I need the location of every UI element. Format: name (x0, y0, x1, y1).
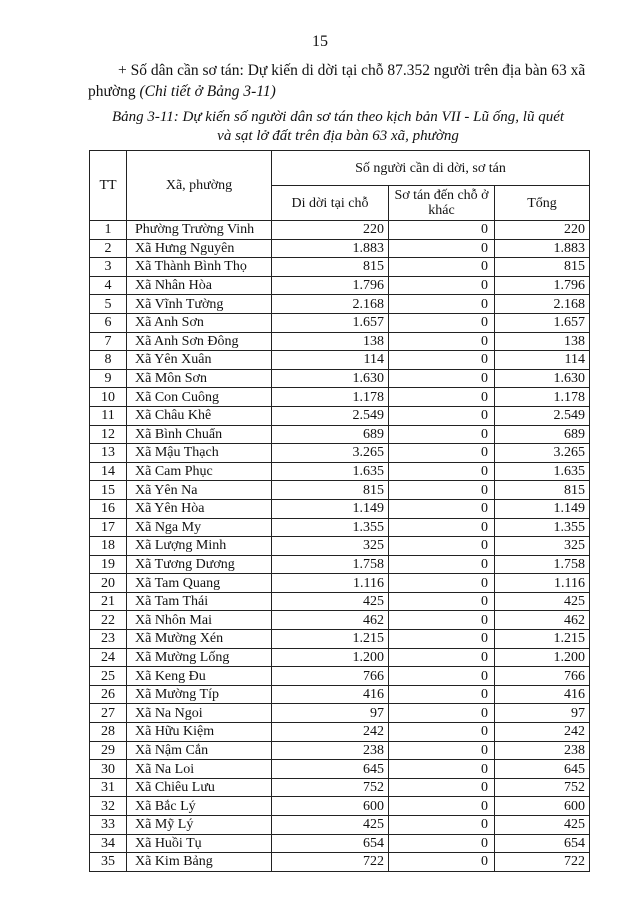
header-elsewhere: Sơ tán đến chỗ ở khác (389, 186, 495, 221)
cell-elsewhere: 0 (389, 276, 495, 295)
cell-onsite: 97 (272, 704, 389, 723)
cell-tt: 29 (90, 741, 127, 760)
cell-name: Xã Mậu Thạch (127, 444, 272, 463)
evacuation-table (89, 150, 590, 872)
cell-name: Xã Nga My (127, 518, 272, 537)
cell-name: Xã Na Ngoi (127, 704, 272, 723)
cell-onsite: 600 (272, 797, 389, 816)
cell-name: Xã Chiêu Lưu (127, 778, 272, 797)
table-row (90, 258, 590, 277)
cell-elsewhere: 0 (389, 462, 495, 481)
table-row (90, 816, 590, 835)
cell-total: 1.200 (495, 648, 590, 667)
cell-onsite: 645 (272, 760, 389, 779)
cell-tt: 30 (90, 760, 127, 779)
cell-elsewhere: 0 (389, 834, 495, 853)
cell-tt: 5 (90, 295, 127, 314)
cell-name: Xã Mường Xén (127, 630, 272, 649)
cell-tt: 22 (90, 611, 127, 630)
cell-tt: 25 (90, 667, 127, 686)
table-row (90, 574, 590, 593)
cell-total: 1.758 (495, 555, 590, 574)
cell-tt: 4 (90, 276, 127, 295)
cell-tt: 33 (90, 816, 127, 835)
cell-tt: 18 (90, 537, 127, 556)
cell-tt: 6 (90, 313, 127, 332)
cell-name: Xã Keng Đu (127, 667, 272, 686)
cell-total: 97 (495, 704, 590, 723)
table-row (90, 630, 590, 649)
table-row (90, 704, 590, 723)
cell-total: 1.796 (495, 276, 590, 295)
cell-name: Xã Hữu Kiệm (127, 723, 272, 742)
paragraph-line-2 (88, 81, 588, 102)
cell-tt: 14 (90, 462, 127, 481)
cell-name: Xã Tam Thái (127, 592, 272, 611)
cell-total: 1.149 (495, 499, 590, 518)
cell-elsewhere: 0 (389, 760, 495, 779)
cell-elsewhere: 0 (389, 313, 495, 332)
cell-onsite: 462 (272, 611, 389, 630)
cell-name: Xã Bình Chuẩn (127, 425, 272, 444)
cell-tt: 32 (90, 797, 127, 816)
table-row (90, 592, 590, 611)
cell-total: 425 (495, 592, 590, 611)
cell-total: 752 (495, 778, 590, 797)
cell-name: Xã Thành Bình Thọ (127, 258, 272, 277)
cell-onsite: 325 (272, 537, 389, 556)
table-row (90, 834, 590, 853)
cell-tt: 34 (90, 834, 127, 853)
cell-elsewhere: 0 (389, 406, 495, 425)
table-row (90, 388, 590, 407)
cell-name: Xã Tương Dương (127, 555, 272, 574)
cell-onsite: 722 (272, 853, 389, 872)
header-tt: TT (90, 151, 127, 221)
cell-name: Xã Hưng Nguyên (127, 239, 272, 258)
cell-elsewhere: 0 (389, 258, 495, 277)
cell-tt: 27 (90, 704, 127, 723)
cell-elsewhere: 0 (389, 741, 495, 760)
cell-total: 114 (495, 351, 590, 370)
cell-total: 220 (495, 221, 590, 240)
cell-onsite: 416 (272, 685, 389, 704)
cell-total: 689 (495, 425, 590, 444)
cell-elsewhere: 0 (389, 555, 495, 574)
cell-tt: 26 (90, 685, 127, 704)
table-row (90, 425, 590, 444)
cell-elsewhere: 0 (389, 369, 495, 388)
cell-tt: 28 (90, 723, 127, 742)
cell-onsite: 1.149 (272, 499, 389, 518)
cell-total: 1.630 (495, 369, 590, 388)
cell-onsite: 425 (272, 816, 389, 835)
header-onsite: Di dời tại chỗ (272, 186, 389, 221)
cell-name: Xã Bắc Lý (127, 797, 272, 816)
cell-total: 3.265 (495, 444, 590, 463)
table-row (90, 760, 590, 779)
cell-name: Xã Yên Hòa (127, 499, 272, 518)
cell-onsite: 242 (272, 723, 389, 742)
cell-elsewhere: 0 (389, 388, 495, 407)
cell-total: 722 (495, 853, 590, 872)
cell-onsite: 1.200 (272, 648, 389, 667)
paragraph-line-1: + Số dân cần sơ tán: Dự kiến di dời tại chỗ 87.352 người trên địa bàn 63 xã (118, 62, 586, 79)
cell-total: 1.116 (495, 574, 590, 593)
cell-total: 242 (495, 723, 590, 742)
table-row (90, 351, 590, 370)
table-reference: (Chi tiết ở Bảng 3-11) (139, 83, 276, 100)
cell-tt: 15 (90, 481, 127, 500)
cell-onsite: 1.178 (272, 388, 389, 407)
cell-name: Xã Mỹ Lý (127, 816, 272, 835)
table-row (90, 332, 590, 351)
cell-name: Xã Anh Sơn Đông (127, 332, 272, 351)
cell-total: 425 (495, 816, 590, 835)
cell-tt: 35 (90, 853, 127, 872)
cell-name: Xã Nhân Hòa (127, 276, 272, 295)
cell-onsite: 752 (272, 778, 389, 797)
cell-onsite: 654 (272, 834, 389, 853)
cell-name: Xã Mường Lống (127, 648, 272, 667)
cell-total: 1.657 (495, 313, 590, 332)
cell-onsite: 1.630 (272, 369, 389, 388)
cell-total: 1.883 (495, 239, 590, 258)
cell-tt: 12 (90, 425, 127, 444)
cell-tt: 17 (90, 518, 127, 537)
cell-total: 645 (495, 760, 590, 779)
cell-total: 600 (495, 797, 590, 816)
cell-onsite: 1.883 (272, 239, 389, 258)
table-caption-line-2: và sạt lở đất trên địa bàn 63 xã, phường (217, 128, 459, 144)
cell-name: Xã Châu Khê (127, 406, 272, 425)
table-row (90, 221, 590, 240)
cell-tt: 16 (90, 499, 127, 518)
cell-total: 1.178 (495, 388, 590, 407)
cell-onsite: 1.635 (272, 462, 389, 481)
cell-name: Xã Mường Típ (127, 685, 272, 704)
cell-total: 138 (495, 332, 590, 351)
page-number: 15 (312, 33, 328, 50)
cell-name: Xã Anh Sơn (127, 313, 272, 332)
cell-elsewhere: 0 (389, 295, 495, 314)
table-row (90, 667, 590, 686)
table-row (90, 481, 590, 500)
cell-elsewhere: 0 (389, 853, 495, 872)
cell-tt: 11 (90, 406, 127, 425)
cell-onsite: 1.116 (272, 574, 389, 593)
table-row (90, 462, 590, 481)
cell-elsewhere: 0 (389, 518, 495, 537)
cell-name: Xã Na Loi (127, 760, 272, 779)
table-row (90, 369, 590, 388)
cell-elsewhere: 0 (389, 685, 495, 704)
cell-tt: 19 (90, 555, 127, 574)
cell-tt: 31 (90, 778, 127, 797)
table-row (90, 741, 590, 760)
cell-name: Xã Lượng Minh (127, 537, 272, 556)
cell-elsewhere: 0 (389, 816, 495, 835)
cell-tt: 13 (90, 444, 127, 463)
cell-elsewhere: 0 (389, 574, 495, 593)
cell-elsewhere: 0 (389, 778, 495, 797)
cell-elsewhere: 0 (389, 797, 495, 816)
cell-name: Xã Tam Quang (127, 574, 272, 593)
cell-total: 325 (495, 537, 590, 556)
cell-elsewhere: 0 (389, 611, 495, 630)
table-row (90, 313, 590, 332)
cell-tt: 3 (90, 258, 127, 277)
table-row (90, 537, 590, 556)
cell-onsite: 1.758 (272, 555, 389, 574)
cell-tt: 9 (90, 369, 127, 388)
table-caption-line-1: Bảng 3-11: Dự kiến số người dân sơ tán theo kịch bản VII - Lũ ống, lũ quét (111, 109, 565, 125)
cell-tt: 20 (90, 574, 127, 593)
cell-onsite: 114 (272, 351, 389, 370)
cell-elsewhere: 0 (389, 723, 495, 742)
cell-elsewhere: 0 (389, 537, 495, 556)
cell-tt: 23 (90, 630, 127, 649)
cell-total: 462 (495, 611, 590, 630)
cell-onsite: 220 (272, 221, 389, 240)
cell-total: 1.635 (495, 462, 590, 481)
cell-onsite: 2.168 (272, 295, 389, 314)
cell-onsite: 1.657 (272, 313, 389, 332)
header-group: Số người cần di dời, sơ tán (272, 151, 590, 186)
cell-total: 815 (495, 258, 590, 277)
table-row (90, 239, 590, 258)
cell-name: Xã Nậm Cắn (127, 741, 272, 760)
table-row (90, 406, 590, 425)
cell-elsewhere: 0 (389, 592, 495, 611)
cell-onsite: 689 (272, 425, 389, 444)
cell-elsewhere: 0 (389, 444, 495, 463)
cell-total: 1.215 (495, 630, 590, 649)
cell-onsite: 238 (272, 741, 389, 760)
cell-tt: 8 (90, 351, 127, 370)
cell-tt: 10 (90, 388, 127, 407)
cell-elsewhere: 0 (389, 667, 495, 686)
cell-elsewhere: 0 (389, 704, 495, 723)
table-row (90, 444, 590, 463)
cell-tt: 24 (90, 648, 127, 667)
cell-elsewhere: 0 (389, 630, 495, 649)
cell-elsewhere: 0 (389, 481, 495, 500)
cell-name: Xã Kim Bảng (127, 853, 272, 872)
cell-elsewhere: 0 (389, 425, 495, 444)
cell-onsite: 138 (272, 332, 389, 351)
cell-elsewhere: 0 (389, 332, 495, 351)
table-row (90, 276, 590, 295)
cell-tt: 7 (90, 332, 127, 351)
table-body (90, 221, 590, 872)
header-total: Tổng (495, 186, 590, 221)
cell-name: Phường Trường Vinh (127, 221, 272, 240)
cell-name: Xã Yên Xuân (127, 351, 272, 370)
table-row (90, 685, 590, 704)
table-row (90, 611, 590, 630)
table-row (90, 295, 590, 314)
cell-name: Xã Huồi Tụ (127, 834, 272, 853)
cell-total: 1.355 (495, 518, 590, 537)
cell-onsite: 815 (272, 481, 389, 500)
header-name: Xã, phường (127, 151, 272, 221)
cell-onsite: 1.215 (272, 630, 389, 649)
cell-total: 416 (495, 685, 590, 704)
cell-name: Xã Con Cuông (127, 388, 272, 407)
cell-elsewhere: 0 (389, 648, 495, 667)
cell-onsite: 425 (272, 592, 389, 611)
table-row (90, 499, 590, 518)
cell-elsewhere: 0 (389, 499, 495, 518)
table-row (90, 555, 590, 574)
paragraph-line-2-text: phường (88, 83, 140, 100)
cell-total: 238 (495, 741, 590, 760)
cell-total: 815 (495, 481, 590, 500)
table-row (90, 778, 590, 797)
cell-onsite: 3.265 (272, 444, 389, 463)
cell-onsite: 766 (272, 667, 389, 686)
cell-name: Xã Cam Phục (127, 462, 272, 481)
cell-total: 2.168 (495, 295, 590, 314)
table-row (90, 518, 590, 537)
cell-elsewhere: 0 (389, 221, 495, 240)
cell-tt: 2 (90, 239, 127, 258)
cell-name: Xã Nhôn Mai (127, 611, 272, 630)
table-row (90, 648, 590, 667)
cell-total: 654 (495, 834, 590, 853)
cell-elsewhere: 0 (389, 351, 495, 370)
cell-name: Xã Môn Sơn (127, 369, 272, 388)
cell-onsite: 1.796 (272, 276, 389, 295)
cell-onsite: 815 (272, 258, 389, 277)
cell-onsite: 2.549 (272, 406, 389, 425)
table-row (90, 723, 590, 742)
cell-total: 2.549 (495, 406, 590, 425)
table-row (90, 853, 590, 872)
cell-total: 766 (495, 667, 590, 686)
cell-name: Xã Yên Na (127, 481, 272, 500)
cell-tt: 21 (90, 592, 127, 611)
cell-elsewhere: 0 (389, 239, 495, 258)
cell-name: Xã Vĩnh Tường (127, 295, 272, 314)
cell-onsite: 1.355 (272, 518, 389, 537)
table-row (90, 797, 590, 816)
cell-tt: 1 (90, 221, 127, 240)
